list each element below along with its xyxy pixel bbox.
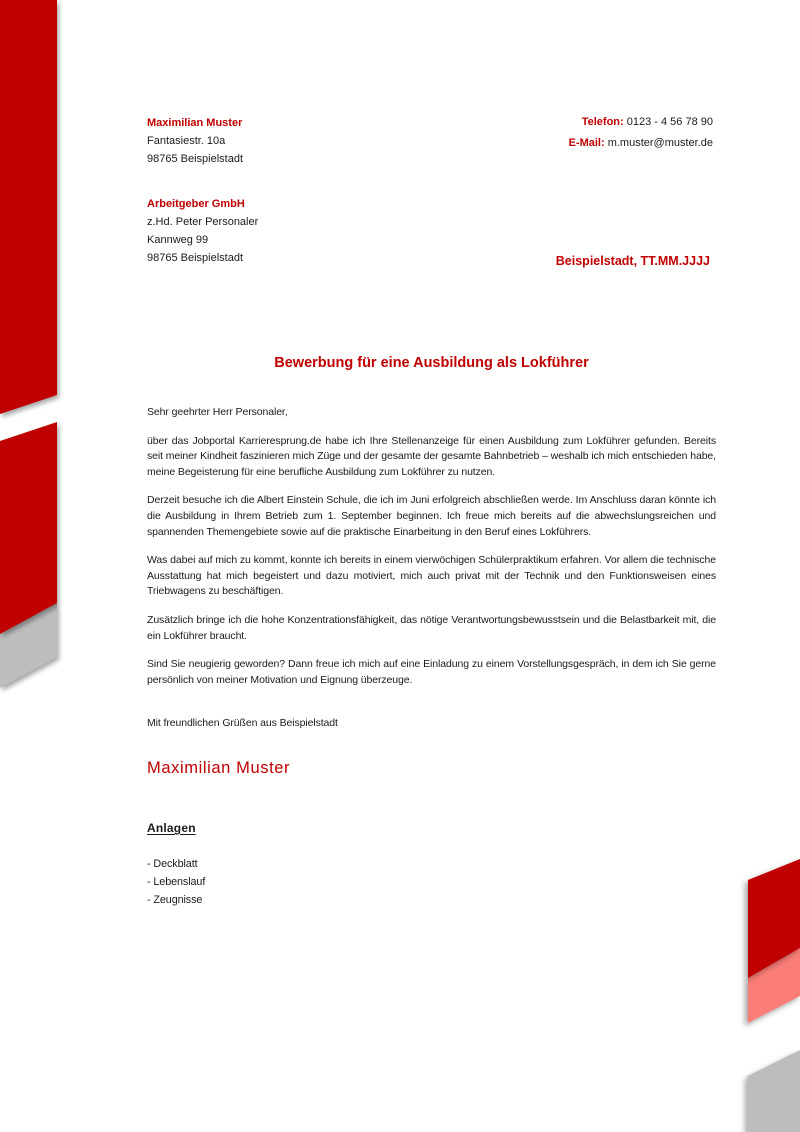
phone-line [569,112,713,133]
left-band-lower-red-segment [0,422,57,634]
signature-name: Maximilian Muster [147,758,291,777]
recipient-street: Kannweg 99 [147,234,209,246]
email-line [569,133,713,154]
recipient-city: 98765 Beispielstadt [147,252,244,264]
sender-city: 98765 Beispielstadt [147,153,244,165]
body-paragraph: Derzeit besuche ich die Albert Einstein Schule, die ich im Juni erfolgreich abschließen werde. Im Anschluss daran könnte ich die Ausbildung in Ihrem Betrieb zum 1. September beginnen. Ich freue mich bereits auf die abwechslungsreichen und spannenden Themengebiete sowie auf die praktische Einarbeitung in den Beruf eines Lokführers. [147,494,716,538]
corner-gray-segment [748,1050,800,1132]
attachment-item: - Zeugnisse [147,893,203,906]
recipient-block [147,195,258,267]
corner-light-red-segment [748,948,800,1023]
body-paragraph: Zusätzlich bringe ich die hohe Konzentrationsfähigkeit, das nötige Verantwortungsbewusstsein und die Belastbarkeit mit, die ein Lokführer braucht. [147,613,716,642]
sender-street: Fantasiestr. 10a [147,135,226,147]
sender-block [147,114,243,168]
email-label: E-Mail: [568,137,605,149]
attachments-list [147,855,716,909]
attachment-item: - Lebenslauf [147,875,206,888]
recipient-company: Arbeitgeber GmbH [147,198,245,210]
phone-label: Telefon: [581,116,624,128]
body-paragraph: über das Jobportal Karrieresprung.de habe ich Ihre Stellenanzeige für einen Ausbildung zum Lokführer gefunden. Bereits seit meiner Kindheit faszinieren mich Züge und der gesamte der gesamte Bahnbetrieb – weshalb ich mich entschieden habe, meine Begeisterung für eine berufliche Ausbildung zum Lokführer zu nutzen. [147,434,716,478]
phone-value: 0123 - 4 56 78 90 [626,116,713,128]
recipient-attn: z.Hd. Peter Personaler [147,216,259,228]
corner-dark-red-segment [748,859,800,978]
email-value: m.muster@muster.de [607,137,713,149]
attachment-item: - Deckblatt [147,857,198,870]
closing-line: Mit freundlichen Grüßen aus Beispielstadt [147,717,338,730]
salutation: Sehr geehrter Herr Personaler, [147,406,288,418]
body-paragraph: Sind Sie neugierig geworden? Dann freue ich mich auf eine Einladung zu einem Vorstellungsgespräch, in dem ich Sie gerne persönlich von meiner Motivation und Eignung überzeuge. [147,658,716,686]
body-paragraph: Was dabei auf mich zu kommt, konnte ich bereits in einem vierwöchigen Schülerpraktikum erfahren. Vor allem die technische Ausstattung hat mich begeistert und dazu motiviert, mich auch privat mit der Technik und den Funktionsweisen eines Triebwagens zu beschäftigen. [147,554,716,598]
left-accent-band [0,0,57,688]
contact-block [569,112,713,154]
left-band-gray-segment [0,603,57,688]
date-line: Beispielstadt, TT.MM.JJJJ [555,254,710,268]
subject-line: Bewerbung für eine Ausbildung als Lokführer [274,355,589,371]
left-band-upper-red-segment [0,0,57,414]
sender-name: Maximilian Muster [147,117,243,129]
attachments-heading: Anlagen [147,820,196,835]
letter-body [147,405,716,909]
bottom-right-decoration [748,859,800,1132]
